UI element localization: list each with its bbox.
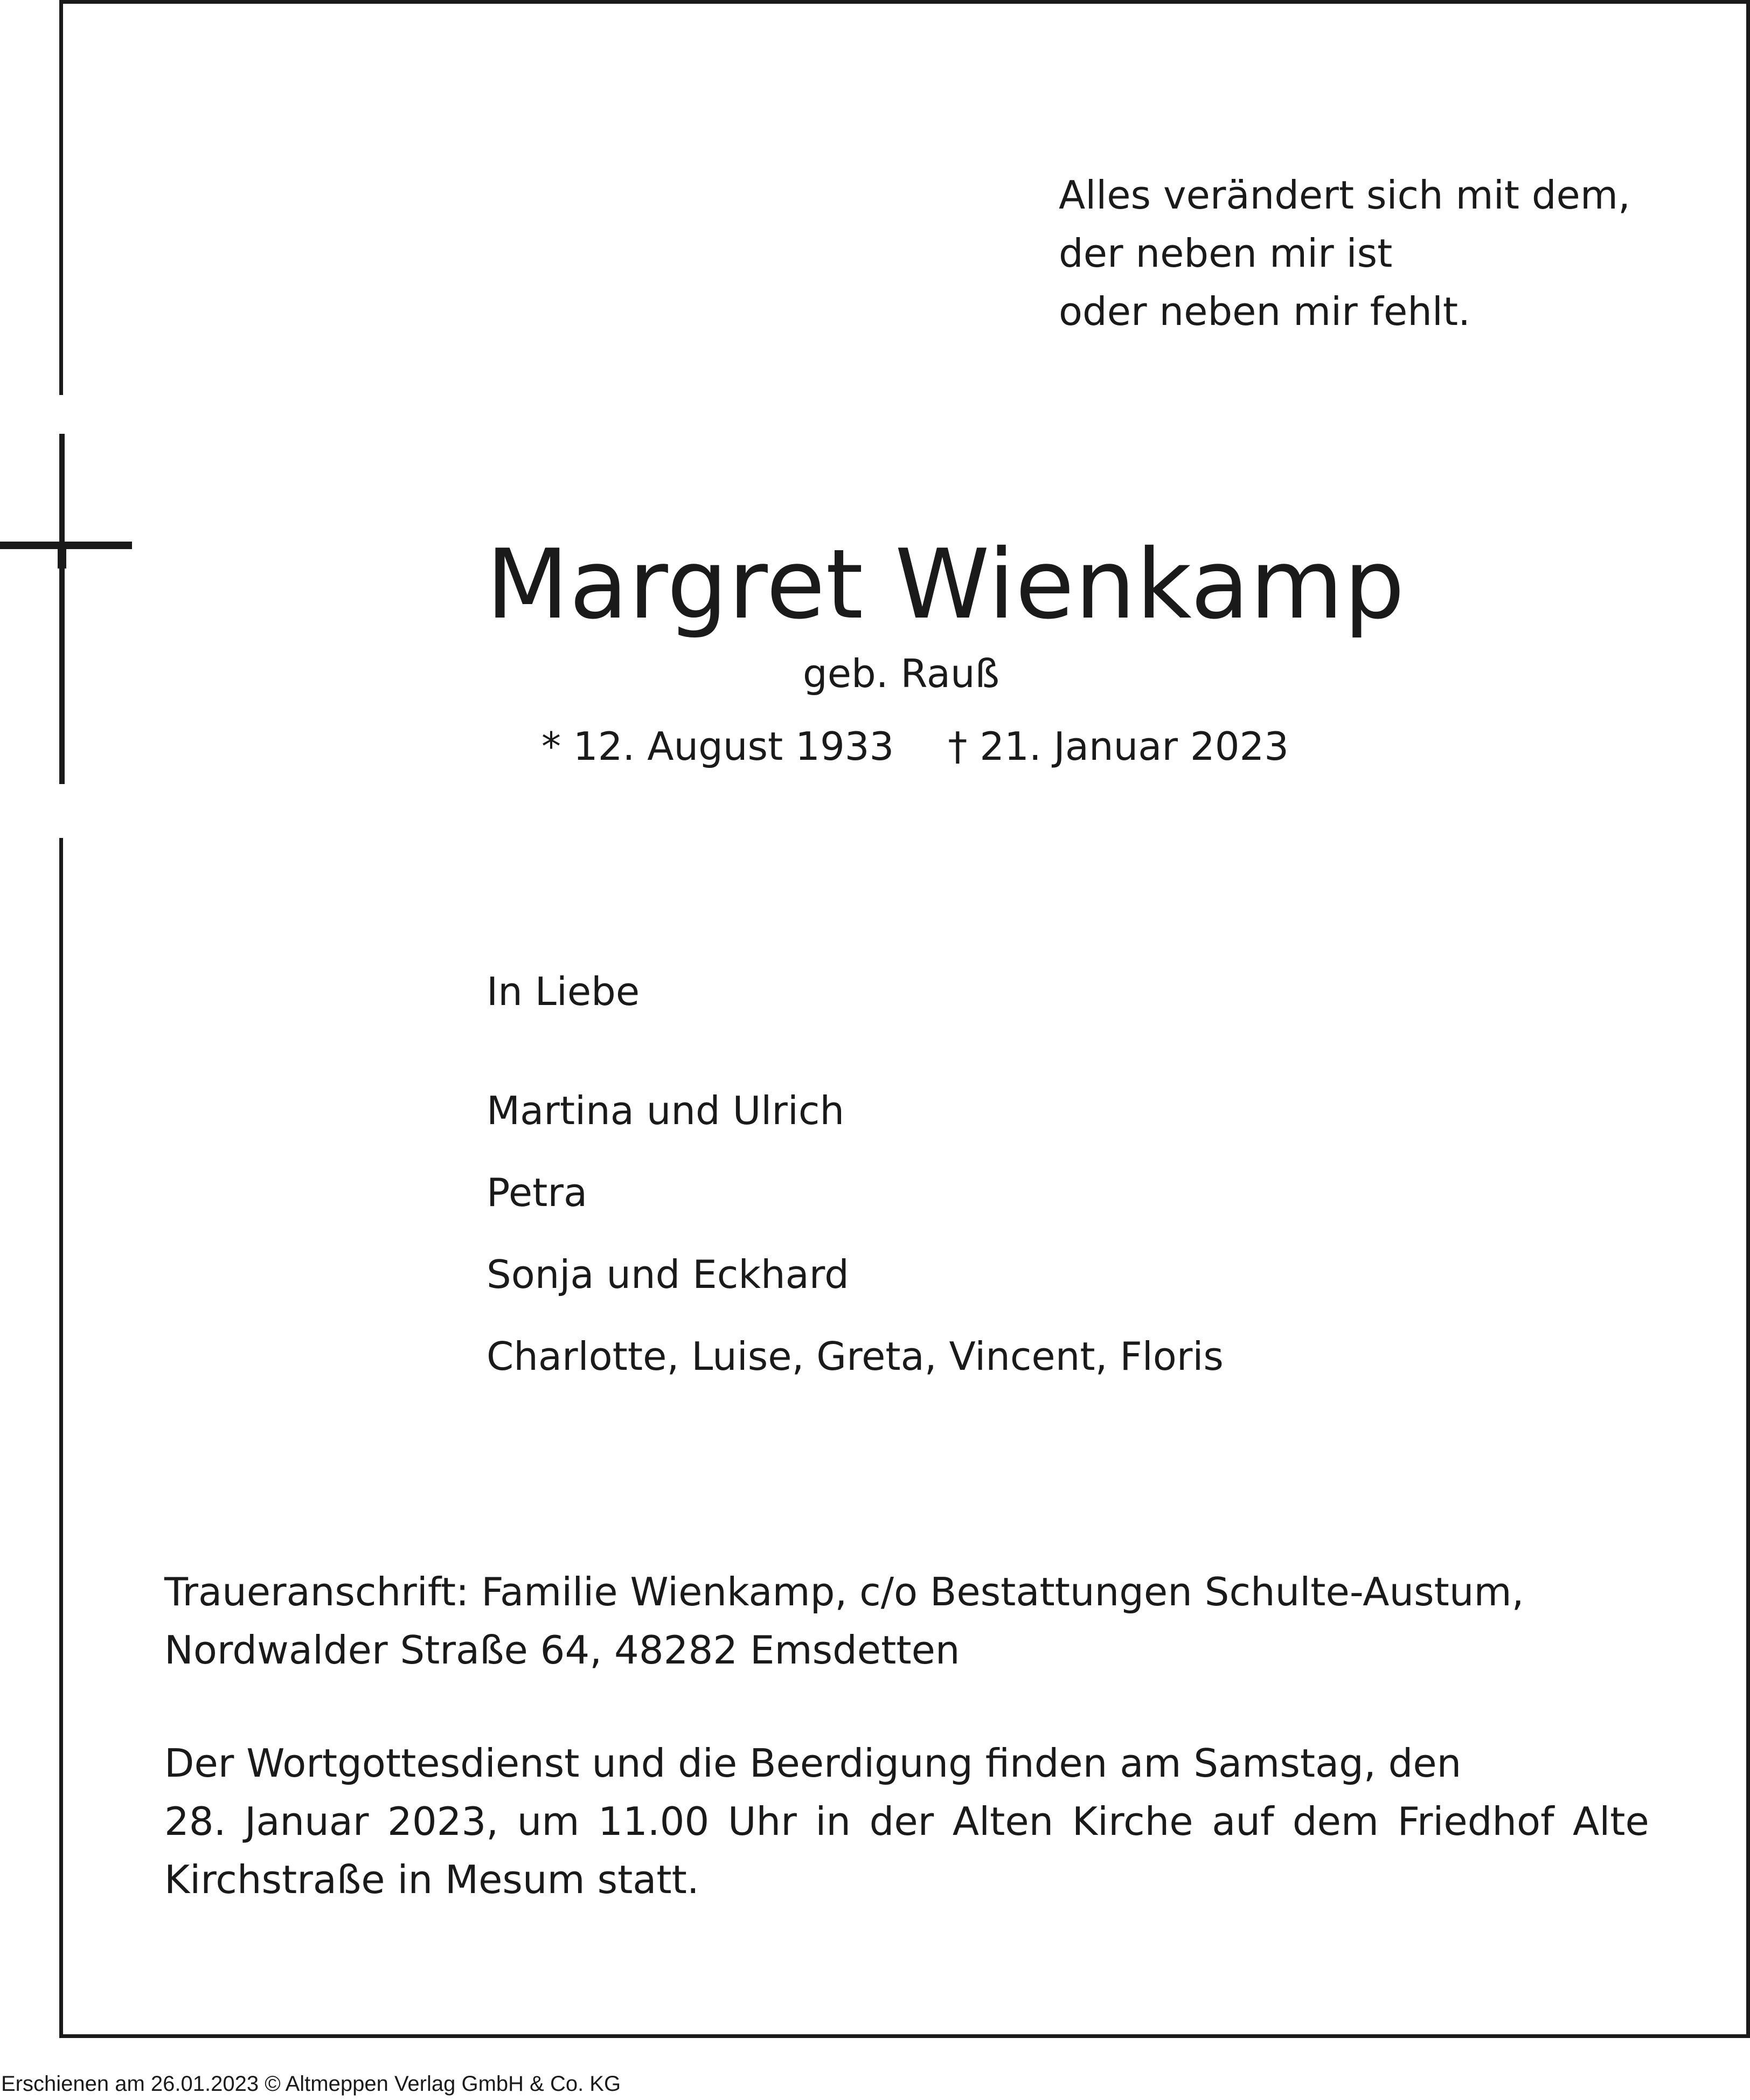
publication-footer: Erschienen am 26.01.2023 © Altmeppen Verlag GmbH & Co. KG [1, 2072, 621, 2096]
motto-line: der neben mir ist [1059, 231, 1393, 276]
service-word: Uhr [727, 1799, 797, 1844]
service-word: Alten [952, 1799, 1054, 1844]
motto-quote [1059, 166, 1630, 341]
frame-right-border [1746, 0, 1750, 2038]
life-dates [541, 722, 1289, 771]
service-line-justified [164, 1792, 1649, 1851]
motto-line: oder neben mir fehlt. [1059, 289, 1471, 334]
family-line: Martina und Ulrich [487, 1088, 845, 1133]
frame-left-border-lower [59, 838, 63, 2038]
service-word: der [869, 1799, 934, 1844]
service-word: dem [1292, 1799, 1379, 1844]
service-word: Friedhof [1397, 1799, 1554, 1844]
service-word: Januar [245, 1799, 369, 1844]
service-word: 2023, [387, 1799, 499, 1844]
mourning-address [164, 1563, 1524, 1679]
service-word: 28. [164, 1799, 226, 1844]
motto-line: Alles verändert sich mit dem, [1059, 172, 1630, 218]
deceased-name: Margret Wienkamp [486, 529, 1406, 640]
family-line: Sonja und Eckhard [487, 1252, 849, 1297]
service-word: 11.00 [598, 1799, 710, 1844]
frame-left-border-upper [59, 0, 63, 395]
family-line: Charlotte, Luise, Greta, Vincent, Floris [487, 1334, 1224, 1379]
birth-date: * 12. August 1933 [541, 724, 894, 769]
mourners-intro: In Liebe [487, 969, 640, 1014]
service-word: auf [1212, 1799, 1274, 1844]
service-word: Alte [1573, 1799, 1649, 1844]
address-line: Nordwalder Straße 64, 48282 Emsdetten [164, 1627, 960, 1673]
frame-top-border [59, 0, 1750, 4]
birth-name: geb. Rauß [803, 651, 1000, 696]
service-line: Der Wortgottesdienst und die Beerdigung finden am Samstag, den [164, 1741, 1462, 1786]
family-line: Petra [487, 1170, 588, 1215]
death-date: † 21. Januar 2023 [948, 724, 1289, 769]
service-word: in [815, 1799, 851, 1844]
service-line: Kirchstraße in Mesum statt. [164, 1857, 699, 1902]
service-word: um [517, 1799, 580, 1844]
address-line: Traueranschrift: Familie Wienkamp, c/o Bestattungen Schulte-Austum, [164, 1569, 1524, 1614]
service-word: Kirche [1072, 1799, 1193, 1844]
frame-bottom-border [59, 2034, 1750, 2038]
funeral-service-info [164, 1734, 1649, 1909]
mourners-block [487, 967, 1224, 1397]
